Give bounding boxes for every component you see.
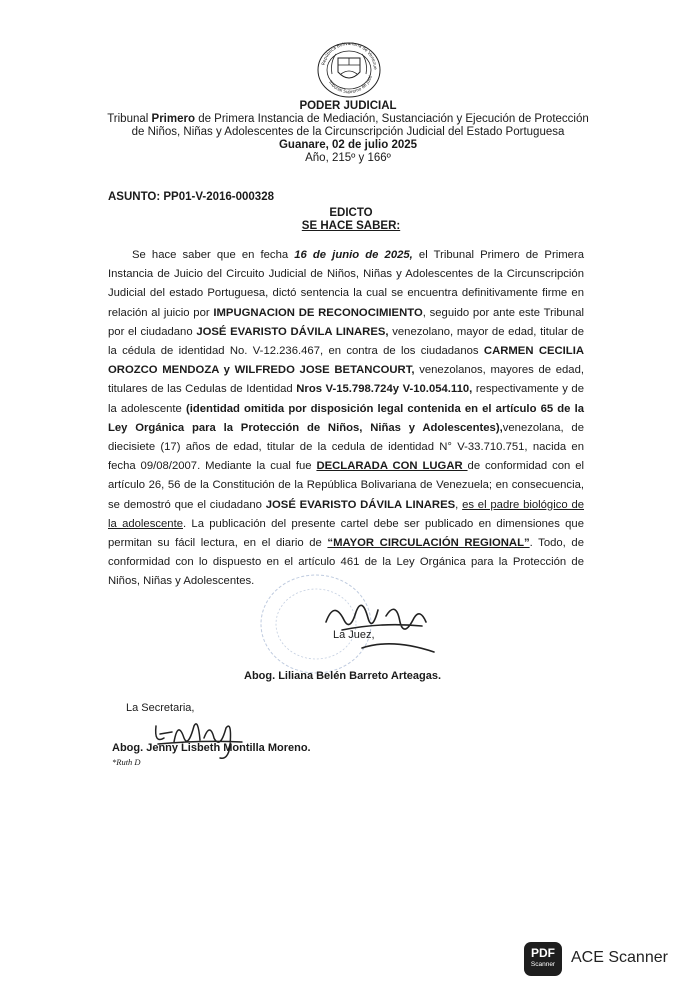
scanner-app-name: ACE Scanner — [571, 949, 668, 966]
seal-top-text: República Bolivariana de Venezue — [321, 41, 378, 70]
judge-label: La Juez, — [333, 629, 375, 641]
pdf-scanner-logo: PDF Scanner — [524, 942, 562, 976]
secretary-name: Abog. Jenny Lisbeth Montilla Moreno. — [112, 742, 311, 754]
court-seal-logo — [316, 40, 382, 98]
judge-name: Abog. Liliana Belén Barreto Arteagas. — [244, 670, 442, 682]
place-date: Guanare, 02 de julio 2025 — [278, 139, 418, 151]
court-line-2: de Niños, Niñas y Adolescentes de la Circunscripción Judicial del Estado Portuguesa — [131, 126, 565, 138]
document-title: EDICTO — [329, 207, 373, 219]
typist-initials: *Ruth D — [112, 757, 141, 767]
secretary-signature — [150, 714, 250, 762]
document-subtitle: SE HACE SABER: — [301, 220, 401, 232]
case-number: ASUNTO: PP01-V-2016-000328 — [108, 191, 274, 203]
court-line-1: Tribunal Primero de Primera Instancia de Mediación, Sustanciación y Ejecución de Protección — [107, 113, 589, 125]
seal-bottom-text: Tribunal Supremo de Justi — [326, 75, 374, 96]
secretary-label: La Secretaria, — [126, 702, 195, 714]
judge-signature — [322, 592, 442, 662]
edict-body: Se hace saber que en fecha 16 de junio de 2025, el Tribunal Primero de Primera Instancia de Juicio del Circuito Judicial de Niños, Niñas y Adolescentes de la Circunscripción Judicial del estado Portuguesa, dictó sentencia la cual se encuentra definitivamente firme en relación al juicio por IMPUGNACION DE RECONOCIMIENTO, seguido por ante este Tribunal por el ciudadano JOSÉ EVARISTO DÁVILA LINARES, venezolano, mayor de edad, titular de la cédula de identidad No. V-12.236.467, en contra de los ciudadanos CARMEN CECILIA OROZCO MENDOZA y WILFREDO JOSE BETANCOURT, venezolanos, mayores de edad, titulares de las Cedulas de Identidad Nros V-15.798.724y V-10.054.110, respectivamente y de la adolescente (identidad omitida por disposición legal contenida en el artículo 65 de la Ley Orgánica para la Protección de Niños, Niñas y Adolescentes),venezolana, de diecisiete (17) años de edad, titular de la cedula de identidad N° V-33.710.751, nacida en fecha 09/08/2007. Mediante la cual fue DECLARADA CON LUGAR de conformidad con el artículo 26, 56 de la Constitución de la República Bolivariana de Venezuela; en consecuencia, se demostró que el ciudadano JOSÉ EVARISTO DÁVILA LINARES, es el padre biológico de la adolescente. La publicación del presente cartel debe ser publicado en dimensiones que permitan su fácil lectura, en el diario de “MAYOR CIRCULACIÓN REGIONAL”. Todo, de conformidad con lo dispuesto en el artículo 461 de la Ley Orgánica para la Protección de Niños, Niñas y Adolescentes. — [108, 249, 585, 588]
year-line: Año, 215º y 166º — [305, 152, 391, 164]
svg-text:República Bolivariana de Venez — [316, 40, 377, 70]
institution-heading: PODER JUDICIAL — [299, 100, 397, 112]
